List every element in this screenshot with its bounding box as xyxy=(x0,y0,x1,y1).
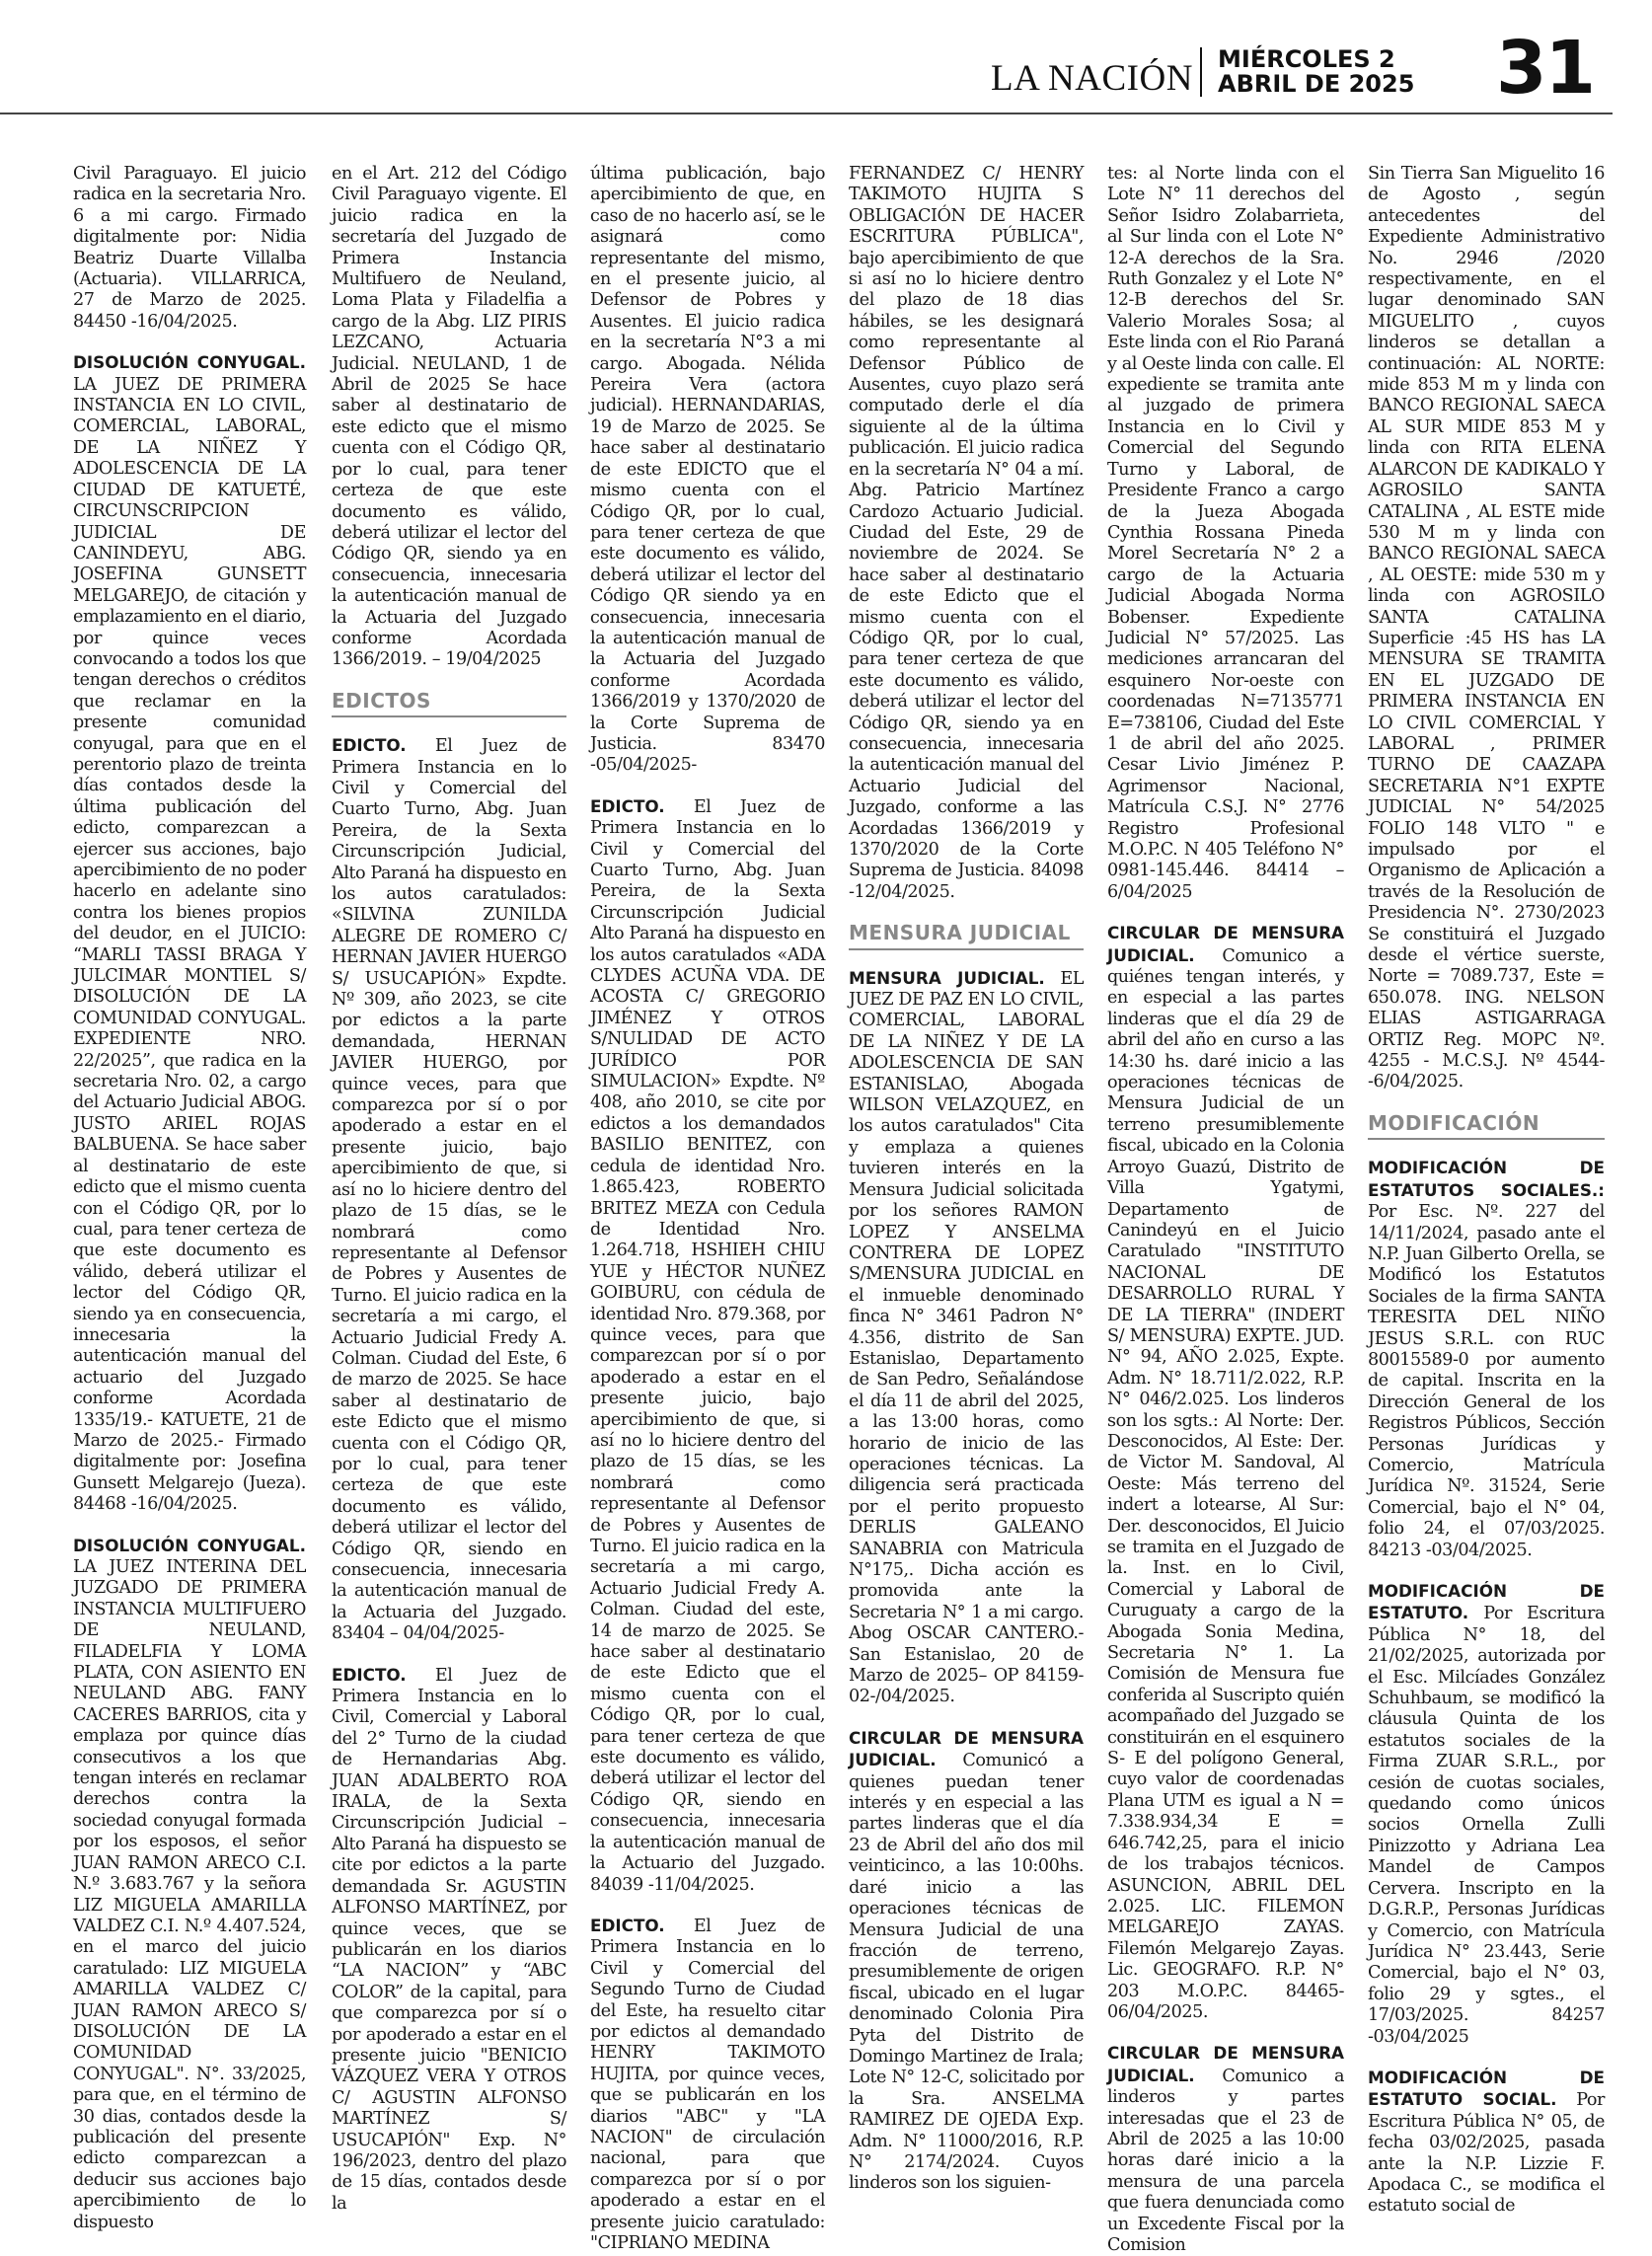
legal-notice xyxy=(1368,1158,1605,1561)
notice-body: FERNANDEZ C/ HENRY TAKIMOTO HUJITA S OBLIGACIÓN DE HACER ESCRITURA PÚBLICA", bajo apercibimiento de que si así no lo hiciere dentro del plazo de 18 dias hábiles, se les designará como representante al Defensor Público de Ausentes, cuyo plazo será computado derle el día siguiente al de la última publicación. El juicio radica en la secretaría N° 04 a mí. Abg. Patricio Martínez Cardozo Actuario Judicial. Ciudad del Este, 29 de noviembre de 2024. Se hace saber al destinatario de este Edicto que el mismo cuenta con el Código QR, por lo cual, para tener certeza de que este documento es válido, deberá utilizar el lector del Código QR, siendo ya en consecuencia, innecesaria la autenticación manual del Actuario Judicial del Juzgado, conforme a las Acordadas 1366/2019 y 1370/2020 de la Corte Suprema de Justicia. 84098 -12/04/2025. xyxy=(849,164,1084,902)
masthead-separator xyxy=(1200,47,1202,97)
section-header xyxy=(332,688,566,717)
legal-notice xyxy=(332,1665,566,2216)
notice-title: DISOLUCIÓN CONYUGAL. xyxy=(73,1535,306,1555)
legal-notice xyxy=(590,796,825,1896)
section-title: MODIFICACIÓN xyxy=(1368,1110,1540,1135)
notice-title: MODIFICACIÓN DE ESTATUTO. xyxy=(1368,1581,1605,1623)
notice-body: Civil Paraguayo. El juicio radica en la secretaria Nro. 6 a mi cargo. Firmado digitalmente por: Nidia Beatriz Duarte Villalba (Actuaria). VILLARRICA, 27 de Marzo de 2025. 84450 -16/04/2025. xyxy=(73,164,306,332)
notice-body: Comunico a quiénes tengan interés, y en especial a las partes linderas que el día 29 de abril del año en curso a las 14:30 hs. daré inicio a las operaciones técnicas de Mensura Judicial de un terreno presumiblemente fiscal, ubicado en la Colonia Arroyo Guazú, Distrito de Villa Ygatymi, Departamento de Canindeyú en el Juicio Caratulado "INSTITUTO NACIONAL DE DESARROLLO RURAL Y DE LA TIERRA" (INDERT S/ MENSURA) EXPTE. JUD. N° 94, AÑO 2.025, Expte. Adm. N° 18.711/2.022, R.P. N° 046/2.025. Los linderos son los sgts.: Al Norte: Der. Desconocidos, Al Este: Der. de Victor M. Sandoval, Al Oeste: Más terreno del indert a lotearse, Al Sur: Der. desconocidos, El Juicio se tramita en el Juzgado de la. Inst. en lo Civil, Comercial y Laboral de Curuguaty a cargo de la Abogada Sonia Medina, Secretaria N° 1. La Comisión de Mensura fue conferida al Suscripto quién acompañado del Juzgado se constituirán en el esquinero S- E del polígono General, cuyo valor de coordenadas Plana UTM es igual a N = 7.338.934,34 E = 646.742,25, para el inicio de los trabajos técnicos. ASUNCION, ABRIL DEL 2.025. LIC. FILEMON MELGAREJO ZAYAS. Filemón Melgarejo Zayas. Lic. GEOGRAFO. R.P. N° 203 M.O.P.C. 84465-06/04/2025. xyxy=(1107,945,1344,2022)
notice-title: EDICTO. xyxy=(590,795,665,816)
section-header xyxy=(1368,1110,1605,1140)
legal-notice xyxy=(849,968,1084,1708)
notice-body: Por Esc. Nº. 227 del 14/11/2024, pasado ante el N.P. Juan Gilberto Orella, se Modificó los Estatutos Sociales de la firma SANTA TERESITA DEL NIÑO JESUS S.R.L. con RUC 80015589-0 por aumento de capital. Inscrita en la Dirección General de los Registros Públicos, Sección Personas Jurídicas y Comercio, Matrícula Jurídica Nº. 31524, Serie Comercial, bajo el N° 04, folio 24, el 07/03/2025. 84213 -03/04/2025. xyxy=(1368,1202,1605,1560)
notice-title: MENSURA JUDICIAL. xyxy=(849,967,1045,988)
section-header xyxy=(849,923,1084,949)
notice-body: Sin Tierra San Miguelito 16 de Agosto , según antecedentes del Expediente Administrativo No. 2946 /2020 respectivamente, en el lugar denominado SAN MIGUELITO , cuyos linderos se detallan a continuación: AL NORTE: mide 853 M m y linda con BANCO REGIONAL SAECA AL SUR MIDE 853 M y linda con RITA ELENA ALARCON DE KADIKALO Y AGROSILO SANTA CATALINA , AL ESTE mide 530 M m y linda con BANCO REGIONAL SAECA , AL OESTE: mide 530 m y linda con AGROSILO SANTA CATALINA Superficie :45 HS has LA MENSURA SE TRAMITA EN EL JUZGADO DE PRIMERA INSTANCIA EN LO CIVIL COMERCIAL Y LABORAL , PRIMER TURNO DE CAAZAPA SECRETARIA N°1 EXPTE JUDICIAL N° 54/2025 FOLIO 148 VLTO " e impulsado por el Organismo de Aplicación a través de la Resolución de Presidencia N°. 2730/2023 Se constituirá el Juzgado desde el vértice suerste, Norte = 7089.737, Este = 650.078. ING. NELSON ELIAS ASTIGARRAGA ORTIZ Reg. MOPC Nº. 4255 - M.C.S.J. Nº 4544- -6/04/2025. xyxy=(1368,164,1605,1092)
legal-notice xyxy=(1107,923,1344,2023)
notice-title: DISOLUCIÓN CONYUGAL. xyxy=(73,352,306,373)
notice-body: El Juez de Primera Instancia en lo Civil y Comercial del Segundo Turno de Ciudad del Este, ha resuelto citar por edictos al demandado HENRY TAKIMOTO HUJITA, por quince veces, que se publicarán en los diarios "ABC" y "LA NACION" de circulación nacional, para que comparezca por sí o por apoderado a estar en el presente juicio caratulado: "CIPRIANO MEDINA xyxy=(590,1916,825,2253)
column-5 xyxy=(1107,164,1344,2255)
column-1 xyxy=(73,164,306,2232)
legal-notice xyxy=(73,352,306,1515)
notice-title: CIRCULAR DE MENSURA JUDICIAL. xyxy=(1107,923,1344,965)
notice-body: El Juez de Primera Instancia en lo Civil y Comercial del Cuarto Turno, Abg. Juan Pereira, de la Sexta Circunscripción Judicial Alto Paraná ha dispuesto en los autos caratulados «ADA CLYDES ACUÑA VDA. DE ACOSTA C/ GREGORIO JIMÉNEZ Y OTROS S/NULIDAD DE ACTO JURÍDICO POR SIMULACION» Expdte. Nº 408, año 2010, se cite por edictos a los demandados BASILIO BENITEZ, con cedula de identidad Nro. 1.865.423, ROBERTO BRITEZ MEZA con Cedula de Identidad Nro. 1.264.718, HSHIEH CHIU YUE y HÉCTOR NUÑEZ GOIBURU, con cédula de identidad Nro. 879.368, por quince veces, para que comparezcan por sí o por apoderado a estar en el presente juicio, bajo apercibimiento de que, si así no lo hiciere dentro del plazo de 15 días, se les nombrará como representante al Defensor de Pobres y Ausentes de Turno. El juicio radica en la secretaría a mi cargo, Actuario Judicial Fredy A. Colman. Ciudad del este, 14 de marzo de 2025. Se hace saber al destinatario de este Edicto que el mismo cuenta con el Código QR, por lo cual, para tener certeza de que este documento es válido, deberá utilizar el lector del Código QR, siendo en consecuencia, innecesaria la autenticación manual de la Actuario del Juzgado. 84039 -11/04/2025. xyxy=(590,796,825,1895)
legal-notice xyxy=(1107,2043,1344,2256)
legal-notice xyxy=(1368,164,1605,1093)
notice-body: El Juez de Primera Instancia en lo Civil, Comercial y Laboral del 2° Turno de la ciudad de Hernandarias Abg. JUAN ADALBERTO ROA IRALA, de la Sexta Circunscripción Judicial – Alto Paraná ha dispuesto se cite por edictos a la parte demandada Sr. AGUSTIN ALFONSO MARTÍNEZ, por quince veces, que se publicarán en los diarios “LA NACION” y “ABC COLOR” de la capital, para que comparezca por sí o por apoderado a estar en el presente juicio "BENICIO VÁZQUEZ VERA Y OTROS C/ AGUSTIN ALFONSO MARTÍNEZ S/ USUCAPIÓN" Exp. N° 196/2023, dentro del plazo de 15 días, contados desde la xyxy=(332,1665,566,2214)
column-3 xyxy=(590,164,825,2253)
notice-body: tes: al Norte linda con el Lote N° 11 derechos del Señor Isidro Zolabarrieta, al Sur linda con el Lote N° 12-A derechos de la Sra. Ruth Gonzalez y el Lote N° 12-B derechos del Sr. Valerio Morales Sosa; al Este linda con el Rio Paraná y al Oeste linda con calle. El expediente se tramita ante al juzgado de primera Instancia en lo Civil y Comercial del Segundo Turno y Laboral, de Presidente Franco a cargo de la Jueza Abogada Cynthia Rossana Pineda Morel Secretaría N° 2 a cargo de la Actuaria Judicial Abogada Norma Bobenser. Expediente Judicial N° 57/2025. Las mediciones arrancaran del esquinero Nor-oeste con coordenadas N=7135771 E=738106, Ciudad del Este 1 de abril del año 2025. Cesar Livio Jiménez P. Agrimensor Nacional, Matrícula C.S.J. N° 2776 Registro Profesional M.O.P.C. N 405 Teléfono N° 0981-145.446. 84414 –6/04/2025 xyxy=(1107,164,1344,902)
notice-body: LA JUEZ INTERINA DEL JUZGADO DE PRIMERA INSTANCIA MULTIFUERO DE NEULAND, FILADELFIA Y LOMA PLATA, CON ASIENTO EN NEULAND ABG. FANY CACERES BARRIOS, cita y emplaza por quince días consecutivos a los que tengan interés en reclamar derechos contra la sociedad conyugal formada por los esposos, el señor JUAN RAMON ARECO C.I. N.º 3.683.767 y la señora LIZ MIGUELA AMARILLA VALDEZ C.I. N.º 4.407.524, en el marco del juicio caratulado: LIZ MIGUELA AMARILLA VALDEZ C/ JUAN RAMON ARECO S/ DISOLUCIÓN DE LA COMUNIDAD CONYUGAL". N°. 33/2025, para que, en el término de 30 dias, contados desde la publicación del presente edicto comparezcan a deducir sus acciones bajo apercibimiento de lo dispuesto xyxy=(73,1557,306,2232)
notice-body: EL JUEZ DE PAZ EN LO CIVIL, COMERCIAL, LABORAL DE LA NIÑEZ Y DE LA ADOLESCENCIA DE SAN ESTANISLAO, Abogada WILSON VELAZQUEZ, en los autos caratulados" Cita y emplaza a quienes tuvieren interés en la Mensura Judicial solicitada por los señores RAMON LOPEZ Y ANSELMA CONTRERA DE LOPEZ S/MENSURA JUDICIAL en el inmueble denominado finca N° 3461 Padron N° 4.356, distrito de San Estanislao, Departamento de San Pedro, Señalándose el día 11 de abril del 2025, a las 13:00 horas, como horario de inicio de las operaciones técnicas. La diligencia será practicada por el perito propuesto DERLIS GALEANO SANABRIA con Matricula N°175,. Dicha acción es promovida ante la Secretaria N° 1 a mi cargo. Abog OSCAR CANTERO.- San Estanislao, 20 de Marzo de 2025– OP 84159-02-/04/2025. xyxy=(849,968,1084,1707)
notice-body: Por Escritura Pública N° 05, de fecha 03/02/2025, pasada ante la N.P. Lizzie F. Apodaca C., se modifica el estatuto social de xyxy=(1368,2090,1605,2217)
notice-body: Comunicó a quienes puedan tener interés y en especial a las partes linderas que el día 23 de Abril del año dos mil veinticinco, a las 10:00hs. daré inicio a las operaciones técnicas de Mensura Judicial de una fracción de terreno, presumiblemente de origen fiscal, ubicado en el lugar denominado Colonia Pira Pyta del Distrito de Domingo Martinez de Irala; Lote N° 12-C, solicitado por la Sra. ANSELMA RAMIREZ DE OJEDA Exp. Adm. N° 11000/2016, R.P. N° 2174/2024. Cuyos linderos son los siguien- xyxy=(849,1751,1084,2194)
notice-title: MODIFICACIÓN DE ESTATUTOS SOCIALES.: xyxy=(1368,1158,1605,1200)
notice-title: EDICTO. xyxy=(332,735,407,756)
header-rule xyxy=(0,113,1613,114)
page-header xyxy=(0,0,1652,114)
notice-title: CIRCULAR DE MENSURA JUDICIAL. xyxy=(1107,2043,1344,2085)
newspaper-name: LA NACIÓN xyxy=(991,58,1193,99)
notice-body: última publicación, bajo apercibimiento de que, en caso de no hacerlo así, se le asignará como representante del mismo, en el presente juicio, al Defensor de Pobres y Ausentes. El juicio radica en la secretaría N°3 a mi cargo. Abogada. Nélida Pereira Vera (actora judicial). HERNANDARIAS, 19 de Marzo de 2025. Se hace saber al destinatario de este EDICTO que el mismo cuenta con el Código QR, por lo cual, para tener certeza de que este documento es válido, deberá utilizar el lector del Código QR siendo ya en consecuencia, innecesaria la autenticación manual de la Actuaria del Juzgado conforme Acordada 1366/2019 y 1370/2020 de la Corte Suprema de Justicia. 83470 -05/04/2025- xyxy=(590,164,825,776)
section-title: EDICTOS xyxy=(332,688,431,713)
legal-notice xyxy=(1368,2068,1605,2218)
notice-title: EDICTO. xyxy=(332,1664,407,1685)
column-2 xyxy=(332,164,566,2214)
notice-body: Comunico a linderos y partes interesadas que el 23 de Abril de 2025 a las 10:00 horas daré inicio a la mensura de una parcela que fuera denunciada como un Excedente Fiscal por la Comision xyxy=(1107,2066,1344,2255)
section-title: MENSURA JUDICIAL xyxy=(849,921,1071,945)
notice-body: LA JUEZ DE PRIMERA INSTANCIA EN LO CIVIL, COMERCIAL, LABORAL, DE LA NIÑEZ Y ADOLESCENCIA DE LA CIUDAD DE KATUETÉ, CIRCUNSCRIPCION JUDICIAL DE CANINDEYU, ABG. JOSEFINA GUNSETT MELGAREJO, de citación y emplazamiento en el diario, por quince veces convocando a todos los que tengan derechos o créditos que reclamar en la presente comunidad conyugal, para que en el perentorio plazo de treinta días contados desde la última publicación del edicto, comparezcan a ejercer sus acciones, bajo apercibimiento de no poder hacerlo en adelante sino contra los bienes propios del deudor, en el JUICIO: “MARLI TASSI BRAGA Y JULCIMAR MONTIEL S/ DISOLUCIÓN DE LA COMUNIDAD CONYUGAL. EXPEDIENTE NRO. 22/2025”, que radica en la secretaria Nro. 02, a cargo del Actuario Judicial ABOG. JUSTO ARIEL ROJAS BALBUENA. Se hace saber al destinatario de este edicto que el mismo cuenta con el Código QR, por lo cual, para tener certeza de que este documento es válido, deberá utilizar el lector del Código QR, siendo ya en consecuencia, innecesaria la autenticación manual del actuario del Juzgado conforme Acordada 1335/19.- KATUETE, 21 de Marzo de 2025.- Firmado digitalmente por: Josefina Gunsett Melgarejo (Jueza). 84468 -16/04/2025. xyxy=(73,374,306,1515)
notice-body: El Juez de Primera Instancia en lo Civil y Comercial del Cuarto Turno, Abg. Juan Pereira, de la Sexta Circunscripción Judicial, Alto Paraná ha dispuesto en los autos caratulados: «SILVINA ZUNILDA ALEGRE DE ROMERO C/ HERNAN JAVIER HUERGO S/ USUCAPIÓN» Expdte. Nº 309, año 2023, se cite por edictos a la parte demandada, HERNAN JAVIER HUERGO, por quince veces, para que comparezca por sí o por apoderado a estar en el presente juicio, bajo apercibimiento de que, si así no lo hiciere dentro del plazo de 15 días, se le nombrará como representante al Defensor de Pobres y Ausentes de Turno. El juicio radica en la secretaría a mi cargo, el Actuario Judicial Fredy A. Colman. Ciudad del Este, 6 de marzo de 2025. Se hace saber al destinatario de este Edicto que el mismo cuenta con el Código QR, por lo cual, para tener certeza de que este documento es válido, deberá utilizar el lector del Código QR, siendo en consecuencia, innecesaria la autenticación manual de la Actuaria del Juzgado. 83404 – 04/04/2025- xyxy=(332,736,566,1644)
legal-notice xyxy=(73,1536,306,2233)
notice-body: en el Art. 212 del Código Civil Paraguayo vigente. El juicio radica en la secretaría del Juzgado de Primera Instancia Multifuero de Neuland, Loma Plata y Filadelfia a cargo de la Abg. LIZ PIRIS LEZCANO, Actuaria Judicial. NEULAND, 1 de Abril de 2025 Se hace saber al destinatario de este edicto que el mismo cuenta con el Código QR, por lo cual, para tener certeza de que este documento es válido, deberá utilizar el lector del Código QR, siendo ya en consecuencia, innecesaria la autenticación manual de la Actuaria del Juzgado conforme Acordada 1366/2019. – 19/04/2025 xyxy=(332,164,566,670)
legal-notice xyxy=(849,164,1084,903)
notice-title: EDICTO. xyxy=(590,1915,665,1935)
page-number: 31 xyxy=(1496,26,1594,111)
issue-date-month-year: ABRIL DE 2025 xyxy=(1218,70,1415,98)
legal-notice xyxy=(332,735,566,1644)
notice-title: CIRCULAR DE MENSURA JUDICIAL. xyxy=(849,1727,1084,1770)
column-6 xyxy=(1368,164,1605,2217)
legal-notice xyxy=(1368,1581,1605,2048)
legal-notice xyxy=(590,164,825,777)
issue-date-weekday: MIÉRCOLES 2 xyxy=(1218,45,1395,73)
legal-notice xyxy=(332,164,566,671)
legal-notice xyxy=(73,164,306,333)
notice-title: MODIFICACIÓN DE ESTATUTO SOCIAL. xyxy=(1368,2067,1605,2110)
legal-notice xyxy=(590,1916,825,2255)
legal-notice xyxy=(849,1728,1084,2195)
issue-date xyxy=(1218,47,1414,97)
notice-body: Por Escritura Pública N° 18, del 21/02/2025, autorizada por el Esc. Milcíades González Schuhbaum, se modificó la cláusula Quinta de los estatutos sociales de la Firma ZUAR S.R.L., por cesión de cuotas sociales, quedando como únicos socios Ornella Zulli Pinizzotto y Adriana Lea Mandel de Campos Cervera. Inscripto en la D.G.R.P., Personas Jurídicas y Comercio, con Matrícula Jurídica N° 23.443, Serie Comercial, bajo el N° 03, folio 29 y sgtes., el 17/03/2025. 84257 -03/04/2025 xyxy=(1368,1604,1605,2047)
column-4 xyxy=(849,164,1084,2194)
legal-notice xyxy=(1107,164,1344,903)
